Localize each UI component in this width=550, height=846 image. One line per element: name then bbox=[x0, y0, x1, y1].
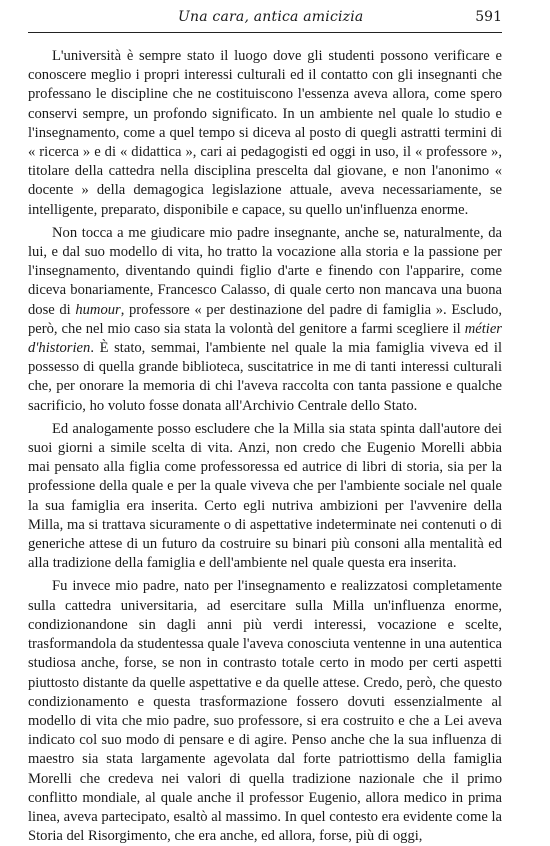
running-title: Una cara, antica amicizia bbox=[178, 9, 364, 25]
italic-term-humour: humour bbox=[75, 301, 121, 318]
text-run: Non tocca a me giudicare mio padre insegnante, anche se, naturalmente, da lui, e dal suo modello di vita, ho tratto la vocazione alla storia e la passione per l'insegnamento, diventando quindi figlio d'arte e finendo con l'apparire, come diceva bonariamente, Francesco Calasso, di quale certo non mancava una buona dose di bbox=[28, 224, 502, 318]
paragraph-4 bbox=[28, 577, 502, 846]
running-head bbox=[28, 0, 502, 33]
body-text bbox=[28, 47, 502, 846]
text-run: L'università è sempre stato il luogo dove gli studenti possono verificare e conoscere meglio i propri interessi culturali ed il contatto con gli insegnanti che professano le discipline che ne costituiscono l'essenza aveva allora, come spero conservi sempre, un profondo significato. In un ambiente nel quale lo studio e l'insegnamento, come a quel tempo si diceva al posto di quegli astratti termini di « ricerca » e di « didattica », cari ai pedagogisti ed oggi in uso, il « professore », titolare della cattedra nella disciplina prescelta dal giovane, e non l'anonimo « docente » della demagogica legislazione attuale, aveva necessariamente, se intelligente, preparato, disponibile e capace, su quello un'influenza enorme. bbox=[28, 48, 502, 218]
page-number: 591 bbox=[475, 9, 502, 25]
text-run: . È stato, semmai, l'ambiente nel quale la mia famiglia viveva ed il possesso di quella grande biblioteca, suscitatrice in me di tanti interessi culturali che, per onorare la memoria di chi l'aveva raccolta con tanta passione e qualche sacrificio, ho voluto fosse donata all'Archivio Centrale dello Stato. bbox=[28, 340, 502, 414]
paragraph-3 bbox=[28, 420, 502, 574]
text-run: , professore « per destinazione del padre di famiglia ». Escludo, però, che nel mio caso sia stata la volontà del genitore a farmi scegliere il bbox=[28, 301, 502, 337]
text-run: Fu invece mio padre, nato per l'insegnamento e realizzatosi completamente sulla cattedra universitaria, ad esercitare sulla Milla un'influenza enorme, condizionandone sin dagli anni più verdi interessi, vocazione e scelte, trasformandola da studentessa quale l'aveva conosciuta ventenne in una autentica studiosa anche, forse, se non in contrasto totale certo in modo per certi aspetti piuttosto distante da quelle aspettative e da quelle attese. Credo, però, che questo condizionamento e questa trasformazione fossero dovuti essenzialmente al modello di vita che mio padre, suo professore, si era costruito e che a Lei aveva indicato col suo modo di pensare e di agire. Penso anche che la sua influenza di maestro sia stata largamente agevolata dal forte patriottismo della famiglia Morelli che credeva nei valori di quella tradizione nazionale che il primo conflitto mondiale, al quale anche il professor Eugenio, allora medico in prima linea, aveva partecipato, esaltò al massimo. In quel contesto era evidente come la Storia del Risorgimento, che era anche, ed allora, forse, più di oggi, bbox=[28, 578, 502, 845]
paragraph-1 bbox=[28, 47, 502, 220]
book-page bbox=[28, 0, 502, 846]
text-run: Ed analogamente posso escludere che la Milla sia stata spinta dall'autore dei suoi giorni a simile scelta di vita. Anzi, non credo che Eugenio Morelli abbia mai pensato alla figlia come professoressa ed autrice di libri di storia, sia per la professione della quale e per la quale viveva che per l'ambiente sociale nel quale la sua famiglia era inserita. Certo egli nutriva ambizioni per l'avvenire della Milla, ma si trattava sicuramente o di aspettative indeterminate nei contenuti o di generiche attese di un futuro da costruire su binari più consoni alla mentalità ed alla tradizione della famiglia e dell'ambiente nel quale questa era inserita. bbox=[28, 420, 502, 572]
italic-term-metier: métier d'historien bbox=[28, 320, 502, 357]
paragraph-2 bbox=[28, 224, 502, 416]
